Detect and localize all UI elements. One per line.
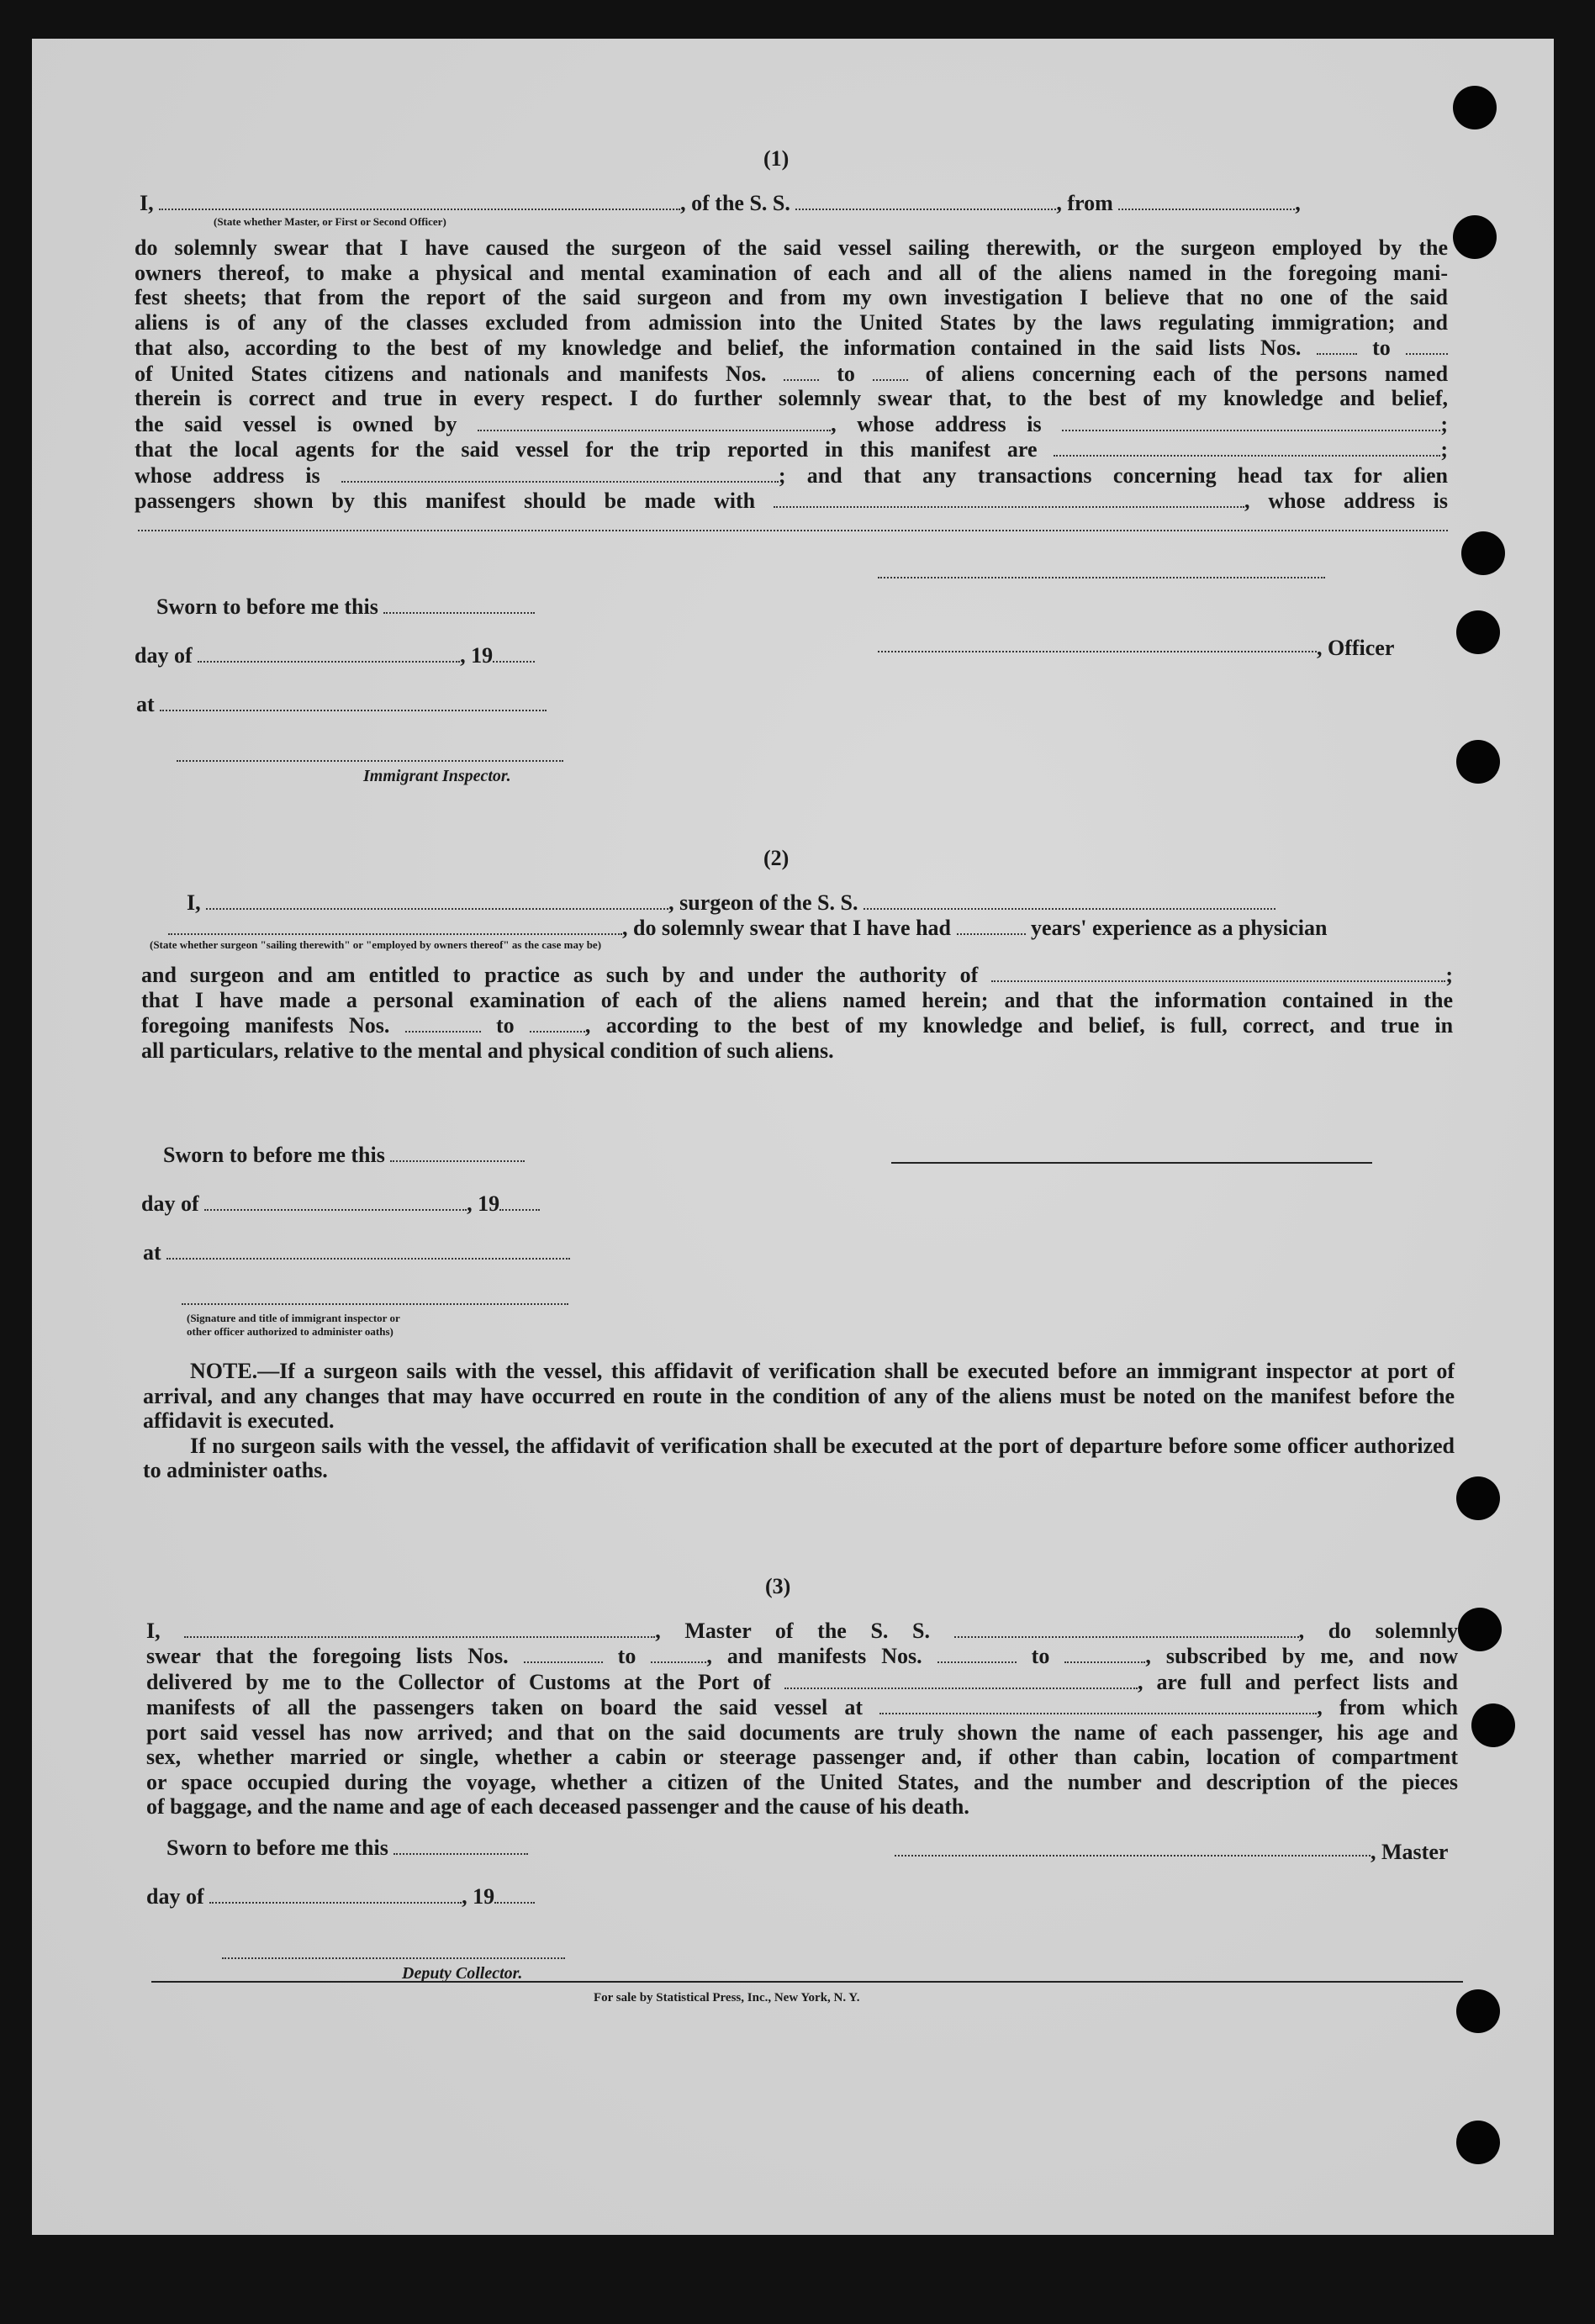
day-of-line-3: day of , 19 [146,1883,535,1909]
master-manifests-to-field[interactable] [1064,1643,1145,1663]
head-tax-party-field[interactable] [774,488,1244,508]
at-line-2: at [143,1239,570,1265]
oath-body-1: do solemnly swear that I have caused the surgeon of the said vessel sailing therewith, or the surgeon employed by the owners thereof, to make a physical and mental examination of each and all of the aliens named in the foregoing mani- fest sheets; that from the report of the said surgeon and from my own investigation I believe that no one of the said aliens is of any of the classes excluded from admission into the United States by the laws regulating immigration; and that also, according to the best of my knowledge and belief, the information contained in the said lists Nos. to of United States citizens and nationals and manifests Nos. to of aliens concerning each of the persons named therein is correct and true in every respect. I do further solemnly swear that, to the best of my knowledge and belief, the said vessel is owned by , whose address is ; that the local agents for the said vessel for the trip reported in this manifest are ; whose address is ; and that any transactions concerning head tax for alien passengers shown by this manifest should be made with , whose address is [135,235,1449,513]
sworn-line-2: Sworn to before me this [163,1142,525,1168]
day-of-line-1: day of , 19 [135,642,535,668]
year-field[interactable] [499,1191,540,1211]
place-field[interactable] [160,691,547,711]
month-field[interactable] [204,1191,467,1211]
surgeon-status-field[interactable] [168,915,622,935]
official-signature-line[interactable] [182,1303,568,1305]
lists-to-field[interactable] [1406,335,1448,355]
inspector-caption: Immigrant Inspector. [363,767,511,785]
master-body: swear that the foregoing lists Nos. to , and manifests Nos. to , subscribed by me, and now delivered by me to the Collector of Customs at the Port of , are full and perfect lists and manifests of all the passengers taken on board the said vessel at , from which port said vessel has now arrived; and that on the said documents are truly shown the name of each passenger, his age and sex, whether married or single, whether a cabin or steerage passenger and, if other than cabin, location of compartment or space occupied during the voyage, whether a citizen of the United States, and the number and description of the pieces of baggage, and the name and age of each deceased passenger and the cause of his death. [146,1644,1459,1819]
manifests-from-field[interactable] [784,361,819,381]
local-agents-field[interactable] [1054,436,1440,457]
note-label: NOTE. [190,1359,258,1383]
vessel-name-field[interactable] [795,190,1056,210]
master-signature-line[interactable] [895,1855,1371,1857]
master-vessel-field[interactable] [954,1618,1299,1638]
signature-note-1: (Signature and title of immigrant inspector or [187,1312,400,1324]
binder-hole [1456,2121,1500,2164]
officer-rank-note: (State whether Master, or First or Second Officer) [214,215,446,228]
sworn-line-3: Sworn to before me this [166,1835,528,1861]
from-port-field[interactable] [1118,190,1295,210]
binder-hole [1461,531,1505,575]
binder-hole [1453,86,1497,129]
year-field[interactable] [494,1883,535,1904]
month-field[interactable] [198,642,460,663]
surgeon-line-2: , do solemnly swear that I have had years' experience as a physician [168,915,1327,941]
section-number: (1) [763,146,790,171]
years-experience-field[interactable] [957,915,1026,935]
collector-port-field[interactable] [784,1669,1138,1689]
surgeon-status-note: (State whether surgeon "sailing therewith" or "employed by owners thereof" as the case may be) [150,938,602,951]
footer-rule [151,1981,1463,1983]
surgeon-body: and surgeon and am entitled to practice as such by and under the authority of ; that I have made a personal examination of each of the aliens named herein; and that the information contained in the foregoing manifests Nos. to , according to the best of my knowledge and belief, is full, correct, and true in all particulars, relative to the mental and physical condition of such aliens. [141,963,1454,1063]
manifests-to-field[interactable] [873,361,908,381]
binder-hole [1456,610,1500,654]
boarding-port-field[interactable] [879,1694,1317,1714]
practice-authority-field[interactable] [991,962,1445,982]
officer-caption: , Officer [1317,636,1395,660]
surgeon-manifests-to-field[interactable] [530,1012,585,1033]
printer-credit: For sale by Statistical Press, Inc., New York, N. Y. [594,1991,860,2004]
surgeon-name-field[interactable] [206,890,668,910]
binder-hole [1458,1608,1502,1651]
bleed-through [200,109,218,138]
form-sheet [32,39,1554,2235]
inspector-signature-line[interactable] [177,760,563,762]
officer-name-field[interactable] [159,190,680,210]
master-lists-from-field[interactable] [524,1643,603,1663]
signature-note-2: other officer authorized to administer oaths) [187,1325,393,1338]
surgeon-vessel-field[interactable] [864,890,1275,910]
officer-signature-line-1[interactable] [878,577,1325,578]
master-caption: , Master [1371,1840,1449,1864]
binder-hole [1471,1703,1515,1747]
month-field[interactable] [209,1883,462,1904]
binder-hole [1456,1989,1500,2033]
note-block: NOTE.—If a surgeon sails with the vessel, this affidavit of verification shall be executed before an immigrant inspector at port of arrival, and any changes that may have occurred en route in the condition of any of the aliens must be noted on the manifest before the affidavit is executed. If no surgeon sails with the vessel, the affidavit of verification shall be executed at the port of departure before some officer authorized to administer oaths. [143,1359,1455,1482]
lists-from-field[interactable] [1317,335,1357,355]
binder-hole [1456,740,1500,784]
sworn-line-1: Sworn to before me this [156,594,535,620]
binder-hole [1453,215,1497,259]
owner-address-field[interactable] [1062,411,1440,431]
year-field[interactable] [493,642,535,663]
head-tax-address-line[interactable] [138,530,1448,531]
sworn-date-field[interactable] [393,1835,528,1855]
deputy-signature-line[interactable] [222,1957,565,1959]
surgeon-line-1: I, , surgeon of the S. S. [187,890,1275,916]
surgeon-signature-line[interactable] [891,1162,1372,1164]
binder-hole [1456,1476,1500,1520]
master-lists-to-field[interactable] [651,1643,706,1663]
officer-signature-line-2[interactable] [878,651,1317,652]
oath-line-1: I, , of the S. S. , from , [140,191,1301,215]
sworn-date-field[interactable] [383,594,535,614]
surgeon-manifests-from-field[interactable] [405,1012,481,1033]
at-line-1: at [136,691,547,717]
owner-field[interactable] [478,411,831,431]
agents-address-field[interactable] [341,462,779,483]
place-field[interactable] [166,1239,570,1260]
day-of-line-2: day of , 19 [141,1191,540,1217]
section-number: (2) [763,846,790,870]
section-number: (3) [765,1574,791,1598]
master-line-1: I, , Master of the S. S. , do solemnly [146,1619,1459,1643]
master-name-field[interactable] [184,1618,655,1638]
sworn-date-field[interactable] [390,1142,525,1162]
master-manifests-from-field[interactable] [937,1643,1017,1663]
deputy-caption: Deputy Collector. [402,1964,523,1983]
